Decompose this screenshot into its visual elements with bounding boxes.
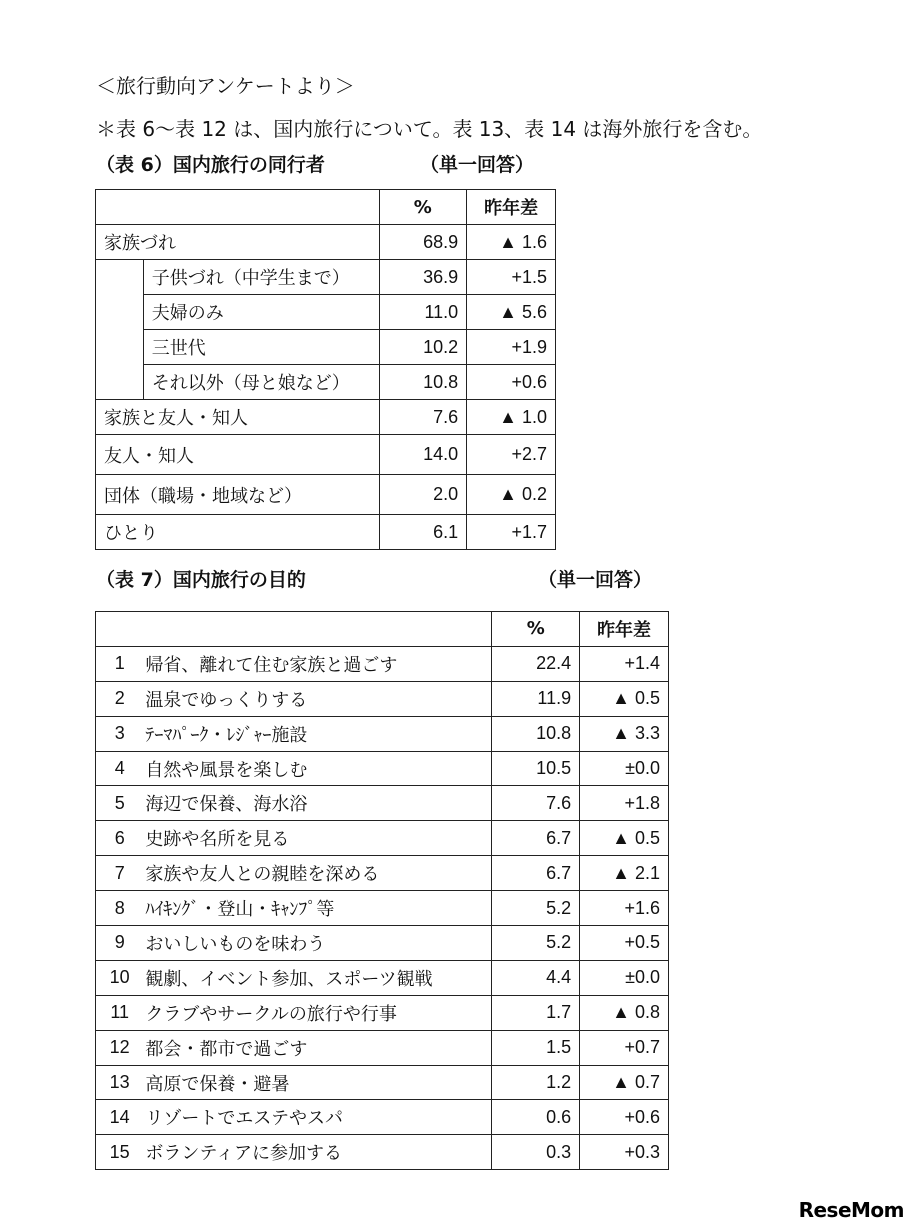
row-label: 高原で保養・避暑 [143,1065,492,1100]
table-row [96,1030,669,1065]
row-pct: 6.7 [492,821,580,856]
row-diff: +0.6 [467,365,556,400]
row-pct: 6.7 [492,856,580,891]
table-row [96,1135,669,1170]
row-diff: +1.6 [580,891,669,926]
row-rank: 14 [96,1100,144,1135]
row-diff: ▲ 0.5 [580,821,669,856]
row-diff: ▲ 1.6 [467,225,556,260]
row-rank: 13 [96,1065,144,1100]
table-row [96,1065,669,1100]
row-label: ﾃｰﾏﾊﾟｰｸ・ﾚｼﾞｬｰ施設 [143,716,492,751]
table-row [96,435,556,475]
table-header-row [96,190,556,225]
row-label: 観劇、イベント参加、スポーツ観戦 [143,960,492,995]
row-rank: 3 [96,716,144,751]
row-pct: 22.4 [492,646,580,681]
table6-caption: （表 6）国内旅行の同行者 [96,154,325,176]
row-diff: +1.5 [467,260,556,295]
row-pct: 1.7 [492,995,580,1030]
row-pct: 10.5 [492,751,580,786]
row-label: 帰省、離れて住む家族と過ごす [143,646,492,681]
row-label: 自然や風景を楽しむ [143,751,492,786]
table7-answer-type: （単一回答） [538,569,653,591]
table-row [96,786,669,821]
table-row [96,365,556,400]
row-label: リゾートでエステやスパ [143,1100,492,1135]
logo-text: ReseMom [798,1198,904,1222]
row-label: ひとり [96,515,380,550]
row-pct: 10.8 [379,365,467,400]
row-pct: 36.9 [379,260,467,295]
row-pct: 10.2 [379,330,467,365]
row-rank: 7 [96,856,144,891]
row-diff: ▲ 2.1 [580,856,669,891]
table-row [96,821,669,856]
table-row [96,295,556,330]
row-diff: ±0.0 [580,960,669,995]
table-header-row [96,612,669,647]
row-label: 家族や友人との親睦を深める [143,856,492,891]
table7-caption: （表 7）国内旅行の目的 [96,569,306,591]
row-rank: 5 [96,786,144,821]
indent-cell [96,260,144,400]
row-pct: 11.9 [492,681,580,716]
table-row [96,475,556,515]
row-pct: 10.8 [492,716,580,751]
row-diff: +1.4 [580,646,669,681]
row-diff: ▲ 0.7 [580,1065,669,1100]
header-diff: 昨年差 [580,612,669,647]
table-row [96,681,669,716]
row-label: クラブやサークルの旅行や行事 [143,995,492,1030]
table-row [96,751,669,786]
row-label: おいしいものを味わう [143,926,492,961]
row-pct: 5.2 [492,891,580,926]
table-row [96,646,669,681]
row-pct: 11.0 [379,295,467,330]
table6-answer-type: （単一回答） [420,154,535,176]
row-label: 夫婦のみ [143,295,379,330]
header-pct: % [492,612,580,647]
companion-table [95,189,556,550]
row-diff: +0.5 [580,926,669,961]
row-pct: 2.0 [379,475,467,515]
row-rank: 10 [96,960,144,995]
table-row [96,515,556,550]
row-label: ボランティアに参加する [143,1135,492,1170]
row-label: それ以外（母と娘など） [143,365,379,400]
row-label: 友人・知人 [96,435,380,475]
row-diff: +2.7 [467,435,556,475]
row-label: 温泉でゆっくりする [143,681,492,716]
row-diff: +0.3 [580,1135,669,1170]
row-diff: ▲ 0.5 [580,681,669,716]
row-rank: 12 [96,1030,144,1065]
row-diff: +0.7 [580,1030,669,1065]
header-pct: % [379,190,467,225]
resemom-logo [799,1198,904,1222]
row-diff: ▲ 0.2 [467,475,556,515]
row-diff: +1.7 [467,515,556,550]
row-diff: ▲ 5.6 [467,295,556,330]
table-row [96,400,556,435]
table-row [96,926,669,961]
table-row [96,995,669,1030]
row-pct: 0.3 [492,1135,580,1170]
row-diff: ▲ 1.0 [467,400,556,435]
table-row [96,1100,669,1135]
row-diff: ▲ 0.8 [580,995,669,1030]
row-diff: ▲ 3.3 [580,716,669,751]
row-label: 家族と友人・知人 [96,400,380,435]
survey-heading: ＜旅行動向アンケートより＞ [96,74,355,98]
row-label: 子供づれ（中学生まで） [143,260,379,295]
row-diff: +1.8 [580,786,669,821]
row-label: 三世代 [143,330,379,365]
survey-note: ＊表 6〜表 12 は、国内旅行について。表 13、表 14 は海外旅行を含む。 [96,117,763,141]
row-pct: 14.0 [379,435,467,475]
row-rank: 1 [96,646,144,681]
row-pct: 1.5 [492,1030,580,1065]
table-row [96,330,556,365]
table-row [96,260,556,295]
row-rank: 4 [96,751,144,786]
row-label: 海辺で保養、海水浴 [143,786,492,821]
row-label: 史跡や名所を見る [143,821,492,856]
header-blank-cell [96,190,380,225]
row-rank: 11 [96,995,144,1030]
row-rank: 6 [96,821,144,856]
row-rank: 8 [96,891,144,926]
table-row [96,225,556,260]
row-pct: 0.6 [492,1100,580,1135]
row-pct: 4.4 [492,960,580,995]
row-rank: 15 [96,1135,144,1170]
row-pct: 1.2 [492,1065,580,1100]
row-label: 都会・都市で過ごす [143,1030,492,1065]
row-pct: 68.9 [379,225,467,260]
header-blank-cell [96,612,492,647]
table-row [96,891,669,926]
table-row [96,960,669,995]
row-pct: 5.2 [492,926,580,961]
row-label: 家族づれ [96,225,380,260]
purpose-table [95,611,669,1170]
row-rank: 2 [96,681,144,716]
row-pct: 7.6 [492,786,580,821]
row-diff: +1.9 [467,330,556,365]
row-rank: 9 [96,926,144,961]
table-row [96,716,669,751]
header-diff: 昨年差 [467,190,556,225]
row-label: 団体（職場・地域など） [96,475,380,515]
row-label: ﾊｲｷﾝｸﾞ・登山・ｷｬﾝﾌﾟ等 [143,891,492,926]
row-pct: 7.6 [379,400,467,435]
table-row [96,856,669,891]
row-diff: ±0.0 [580,751,669,786]
row-pct: 6.1 [379,515,467,550]
row-diff: +0.6 [580,1100,669,1135]
